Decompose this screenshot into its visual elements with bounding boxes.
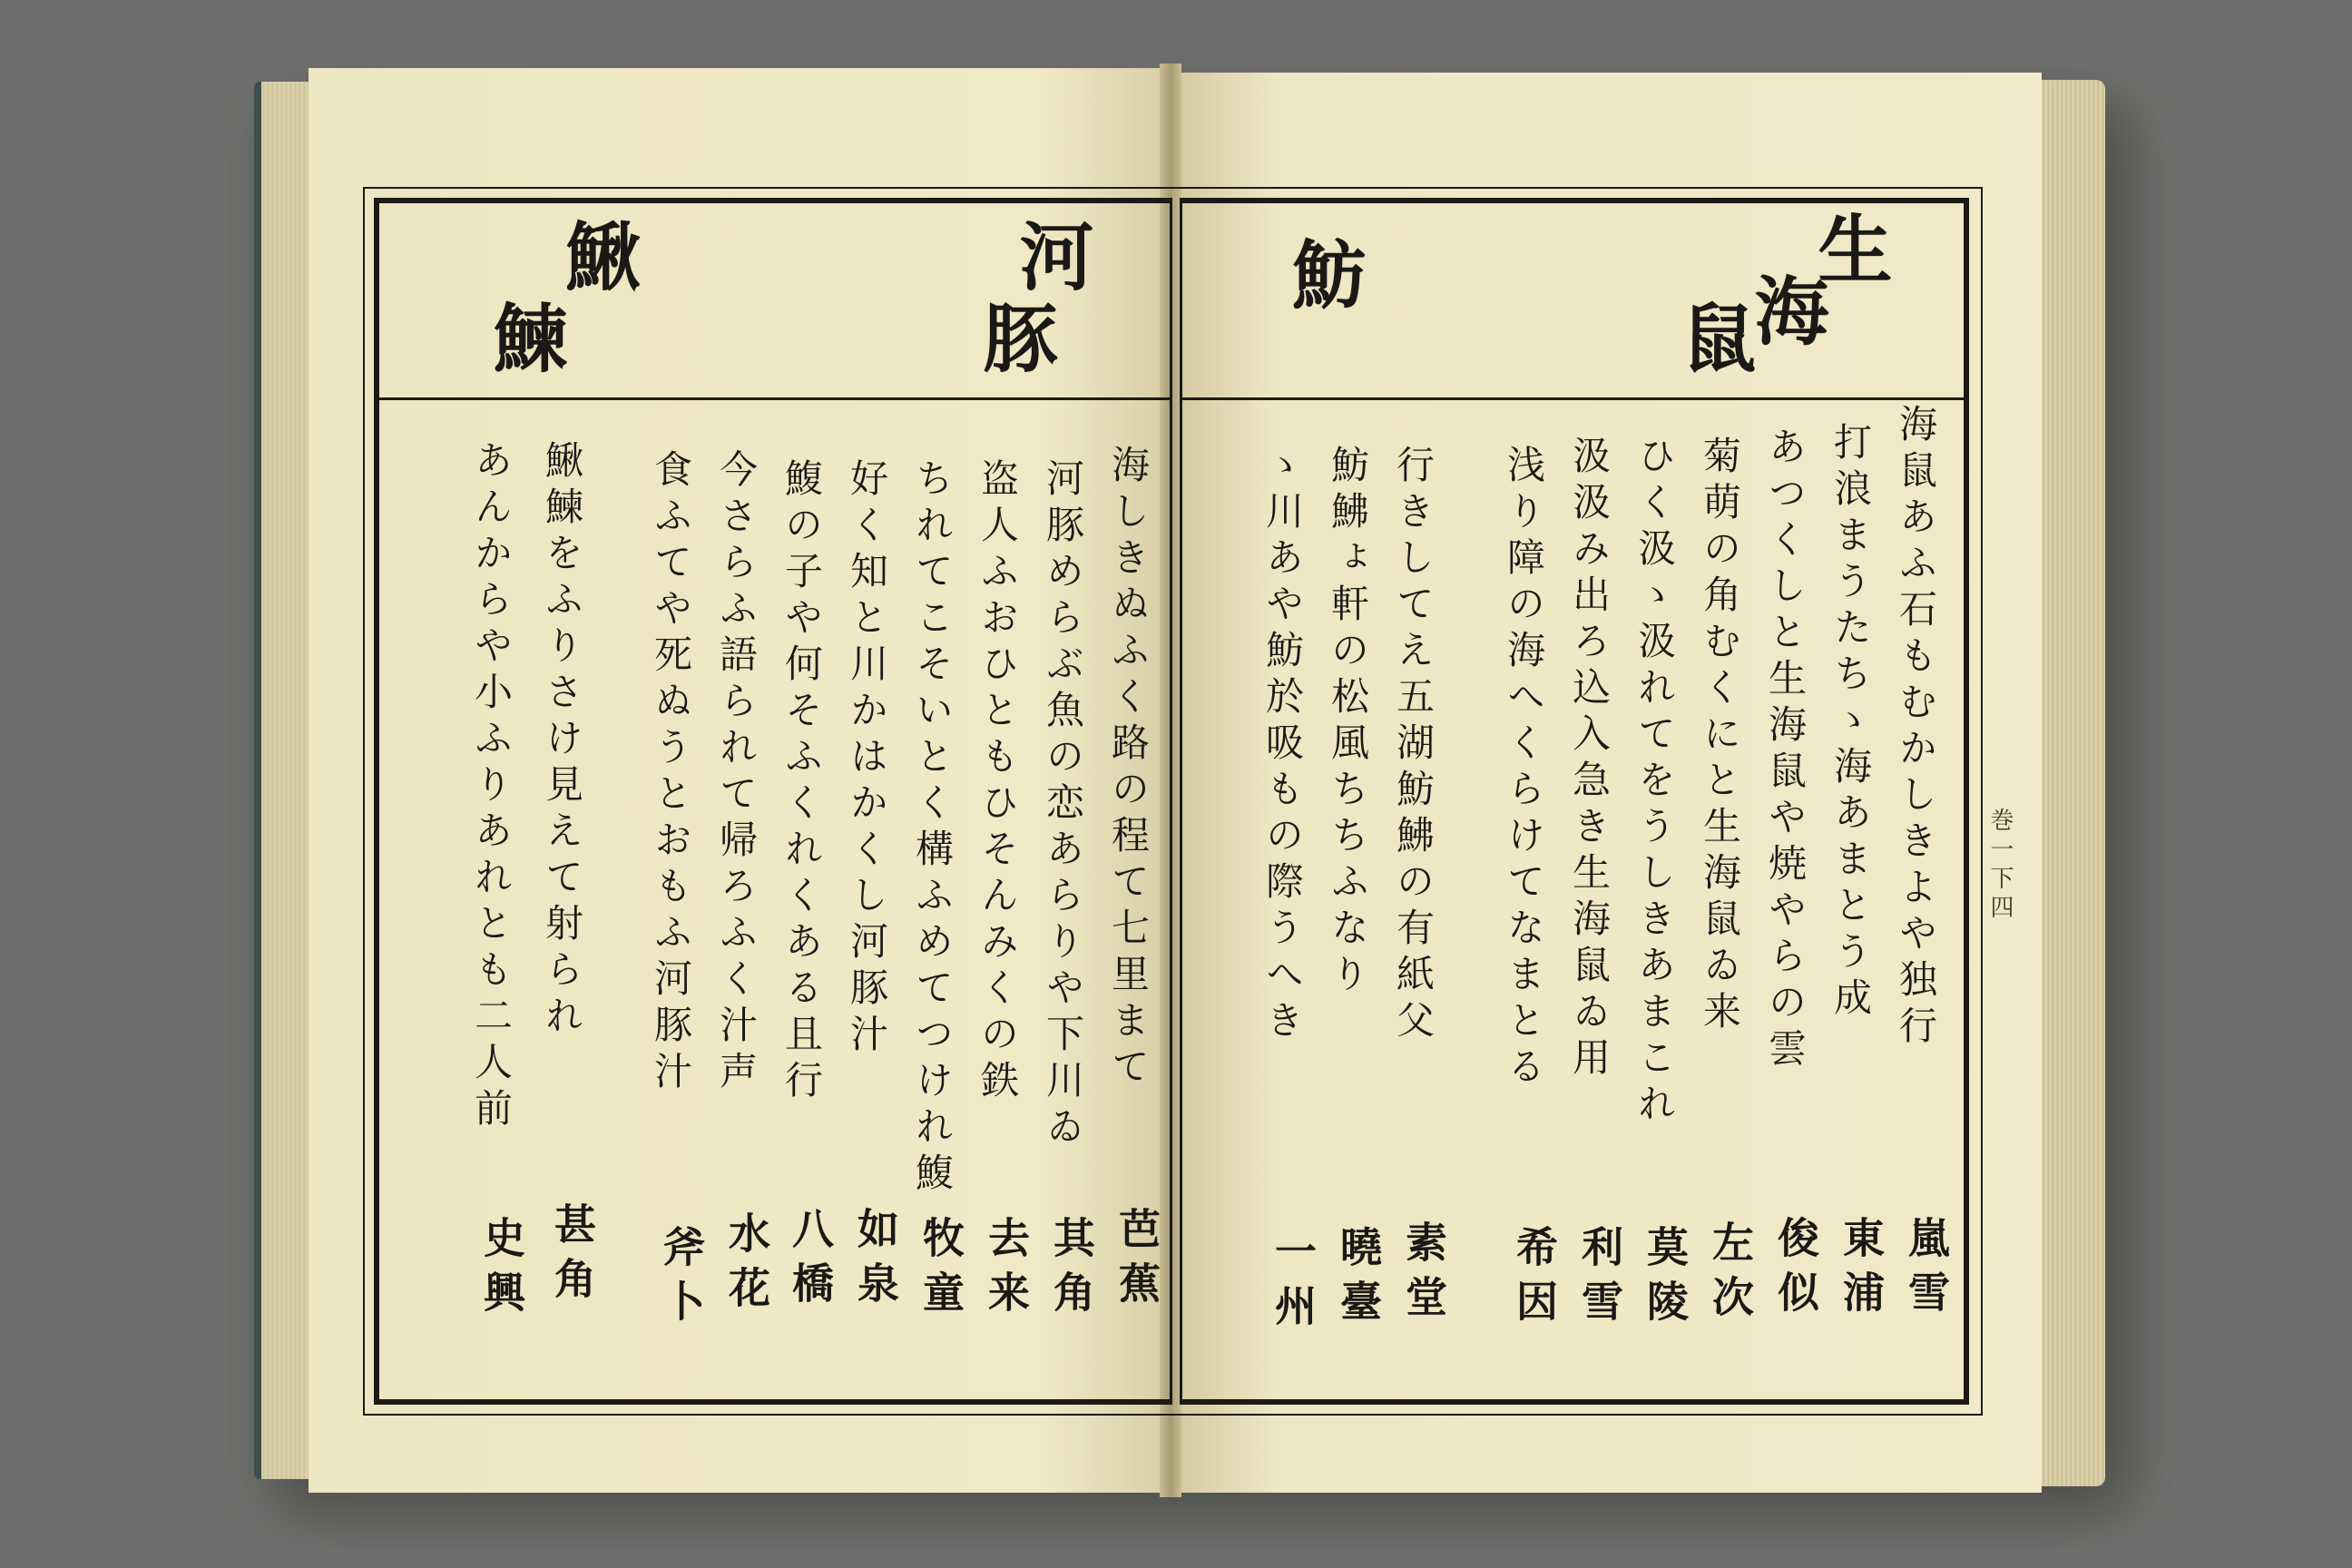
left-heading-divider bbox=[374, 397, 1172, 400]
poet-name: 嵐雪 bbox=[1902, 1216, 1951, 1325]
poet-name: 曉臺 bbox=[1334, 1225, 1383, 1334]
poet-name: 俊似 bbox=[1771, 1216, 1820, 1325]
right-page-edges bbox=[2033, 80, 2105, 1486]
poet-name: 莫陵 bbox=[1641, 1225, 1690, 1334]
poet-name: 其角 bbox=[1047, 1216, 1096, 1325]
poem-line: 海しきぬふく路の程て七里まて bbox=[1106, 445, 1151, 1093]
poem-line: 海鼠あふ石もむかしきよや独行 bbox=[1894, 404, 1938, 1052]
poet-name: 東浦 bbox=[1837, 1216, 1886, 1325]
poem-line: ひく汲ゝ汲れてをうしきあまこれ bbox=[1632, 436, 1677, 1130]
heading-kajika-kanji-2: 鰊 bbox=[481, 299, 568, 374]
poem-line: 盗人ふおひともひそんみくの鉄 bbox=[975, 458, 1020, 1106]
poem-line: 菊萌の角むくにと生海鼠ゐ来 bbox=[1698, 436, 1742, 1037]
poem-line: 河豚めらぶ魚の恋あらりや下川ゐ bbox=[1041, 458, 1085, 1152]
poet-name: 芭蕉 bbox=[1112, 1207, 1161, 1316]
folio-margin-note: 巻一下四 bbox=[1986, 808, 2014, 924]
right-heading-divider bbox=[1180, 397, 1969, 400]
poem-line: 好く知と川かはかくし河豚汁 bbox=[845, 458, 889, 1060]
heading-namako-kanji-1: 生 bbox=[1806, 211, 1893, 285]
poet-name: 甚角 bbox=[548, 1202, 597, 1311]
poet-name: 素堂 bbox=[1399, 1220, 1448, 1329]
poem-line: あんからや小ふりあれとも二人前 bbox=[469, 440, 514, 1134]
heading-kajika-kanji-1: 鰍 bbox=[554, 218, 641, 292]
poet-name: 八橋 bbox=[786, 1207, 835, 1316]
poet-name: 斧卜 bbox=[657, 1225, 706, 1334]
poet-name: 牧童 bbox=[916, 1216, 965, 1325]
poet-name: 去来 bbox=[982, 1216, 1031, 1325]
poet-name: 希因 bbox=[1510, 1225, 1559, 1334]
poet-name: 水花 bbox=[722, 1211, 771, 1320]
poem-line: 食ふてや死ぬうとおもふ河豚汁 bbox=[649, 449, 693, 1097]
poem-line: 魴鮄ょ軒の松風ちちふなり bbox=[1326, 445, 1370, 1000]
heading-fugu-kanji-2: 豚 bbox=[971, 299, 1058, 374]
poem-line: あつくしと生海鼠や焼やらの雲 bbox=[1763, 426, 1808, 1074]
poem-line: 鰍鰊をふりさけ見えて射られ bbox=[540, 440, 584, 1042]
poet-name: 一州 bbox=[1269, 1230, 1318, 1338]
poem-line: ちれてこそいとく構ふめてつけれ鰒 bbox=[910, 458, 955, 1199]
heading-hobo-kanji: 魴 bbox=[1279, 236, 1367, 310]
poet-name: 史興 bbox=[477, 1216, 526, 1325]
poem-line: 鰒の子や何そふくれくある且行 bbox=[779, 458, 824, 1106]
poem-line: 今さらふ語られて帰ろふく汁声 bbox=[714, 449, 759, 1097]
poem-line: 打浪まうたちゝ海あまとう成 bbox=[1828, 422, 1873, 1024]
poem-line: 浅り障の海へくらけてなまとる bbox=[1502, 445, 1546, 1093]
poet-name: 如泉 bbox=[851, 1207, 900, 1316]
poet-name: 利雪 bbox=[1575, 1225, 1624, 1334]
poet-name: 左次 bbox=[1706, 1220, 1755, 1329]
heading-namako-kanji-3: 鼠 bbox=[1670, 299, 1757, 374]
poem-line: 行きしてえ五湖魴鮄の有紙父 bbox=[1391, 445, 1436, 1046]
poem-line: ゝ川あや魴於吸もの際うへき bbox=[1260, 445, 1305, 1046]
poem-line: 汲汲み出ろ込入急き生海鼠ゐ用 bbox=[1567, 436, 1612, 1083]
heading-fugu-kanji-1: 河 bbox=[1007, 218, 1094, 292]
heading-namako-kanji-2: 海 bbox=[1742, 272, 1829, 347]
